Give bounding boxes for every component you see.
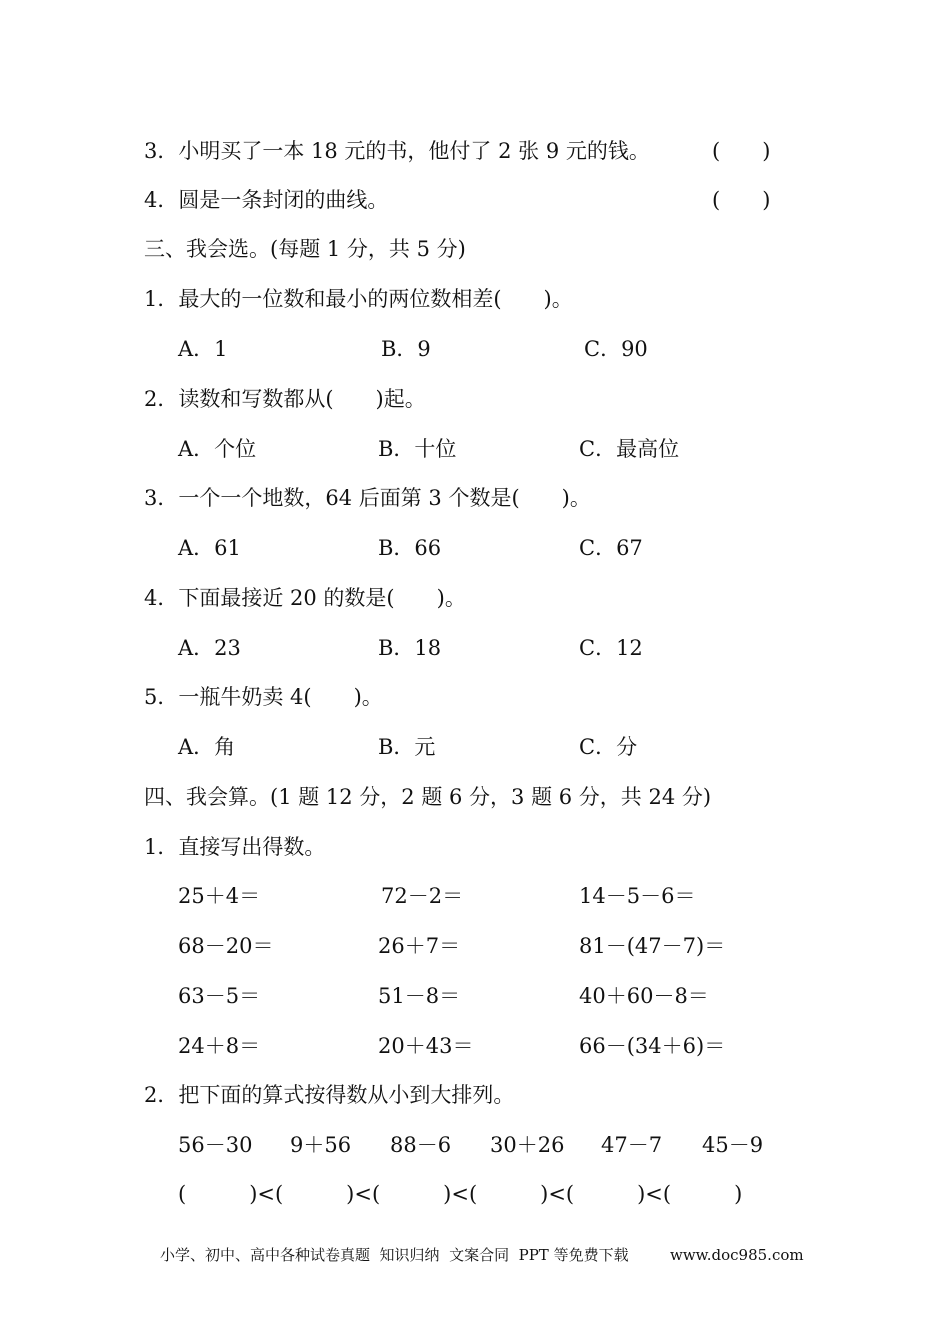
calc-q2-title: 2．把下面的算式按得数从小到大排列。 (144, 1083, 515, 1107)
calc-expr: 25＋4＝ (178, 884, 261, 908)
calc-expr: 14－5－6＝ (579, 884, 696, 908)
choice-3-option-b[interactable]: B．66 (378, 536, 442, 560)
choice-question-5: 5．一瓶牛奶卖 4( )。 (144, 685, 383, 709)
choice-4-option-c[interactable]: C．12 (579, 636, 643, 660)
choice-2-option-b[interactable]: B．十位 (378, 437, 457, 461)
calc-expr: 51－8＝ (378, 984, 461, 1008)
sort-expr: 56－30 (178, 1133, 253, 1157)
choice-question-3: 3．一个一个地数，64 后面第 3 个数是( )。 (144, 486, 591, 510)
sort-expr: 30＋26 (490, 1133, 565, 1157)
judge-item-4: 4．圆是一条封闭的曲线。 (144, 188, 389, 212)
choice-2-option-a[interactable]: A．个位 (178, 437, 257, 461)
choice-5-option-a[interactable]: A．角 (178, 735, 236, 759)
choice-1-option-b[interactable]: B．9 (381, 337, 431, 361)
choice-2-option-c[interactable]: C．最高位 (579, 437, 680, 461)
sort-expr: 9＋56 (290, 1133, 352, 1157)
sort-expr: 45－9 (702, 1133, 764, 1157)
sort-answer-blanks[interactable]: ( )<( )<( )<( )<( )<( ) (178, 1182, 743, 1206)
calc-expr: 81－(47－7)＝ (579, 934, 726, 958)
calc-expr: 20＋43＝ (378, 1034, 474, 1058)
choice-5-option-b[interactable]: B．元 (378, 735, 436, 759)
judge-item-3-blank[interactable]: ( ) (712, 139, 771, 163)
choice-1-option-c[interactable]: C．90 (584, 337, 648, 361)
calc-expr: 26＋7＝ (378, 934, 461, 958)
footer-url: www.doc985.com (670, 1246, 804, 1264)
calc-q1-title: 1．直接写出得数。 (144, 835, 326, 859)
choice-question-4: 4．下面最接近 20 的数是( )。 (144, 586, 466, 610)
calc-expr: 72－2＝ (381, 884, 464, 908)
choice-question-2: 2．读数和写数都从( )起。 (144, 387, 426, 411)
section-calc-heading: 四、我会算。(1 题 12 分，2 题 6 分，3 题 6 分，共 24 分) (144, 785, 712, 809)
calc-expr: 24＋8＝ (178, 1034, 261, 1058)
choice-3-option-c[interactable]: C．67 (579, 536, 643, 560)
choice-question-1: 1．最大的一位数和最小的两位数相差( )。 (144, 287, 573, 311)
choice-3-option-a[interactable]: A．61 (178, 536, 241, 560)
choice-1-option-a[interactable]: A．1 (178, 337, 228, 361)
footer-text: 小学、初中、高中各种试卷真题 知识归纳 文案合同 PPT 等免费下载 (160, 1246, 629, 1264)
section-choice-heading: 三、我会选。(每题 1 分，共 5 分) (144, 237, 466, 261)
calc-expr: 40＋60－8＝ (579, 984, 709, 1008)
calc-expr: 66－(34＋6)＝ (579, 1034, 726, 1058)
calc-expr: 63－5＝ (178, 984, 261, 1008)
judge-item-4-blank[interactable]: ( ) (712, 188, 771, 212)
sort-expr: 47－7 (601, 1133, 663, 1157)
sort-expr: 88－6 (390, 1133, 452, 1157)
choice-4-option-a[interactable]: A．23 (178, 636, 241, 660)
judge-item-3: 3．小明买了一本 18 元的书，他付了 2 张 9 元的钱。 (144, 139, 650, 163)
calc-expr: 68－20＝ (178, 934, 274, 958)
choice-4-option-b[interactable]: B．18 (378, 636, 442, 660)
choice-5-option-c[interactable]: C．分 (579, 735, 638, 759)
